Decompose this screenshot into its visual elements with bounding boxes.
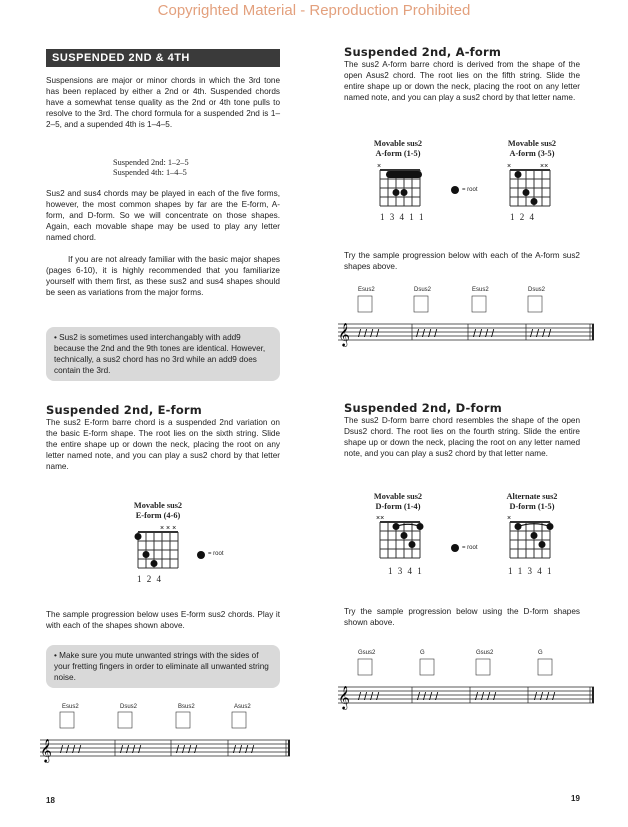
dform-progression-staff	[338, 657, 596, 713]
slash-rhythm: ////	[233, 744, 258, 756]
aform-diagram1-title: Movable sus2 A-form (1-5)	[373, 139, 423, 158]
root-dot-icon	[450, 543, 460, 553]
aform-progression-text: Try the sample progression below with each of the A-form sus2 shapes above.	[344, 251, 580, 271]
dform-diagram2	[502, 512, 562, 564]
aform-heading: Suspended 2nd, A-form	[344, 45, 502, 59]
treble-clef-icon: 𝄞	[338, 324, 350, 346]
chord-label: Dsus2	[414, 287, 432, 293]
dform-diagram2-title: Alternate sus2 D-form (1-5)	[506, 492, 558, 511]
mute-x-marks: × × ×	[160, 525, 177, 532]
aform-diagram2	[502, 160, 562, 210]
chord-label: G	[420, 650, 425, 656]
eform-diagram-title: Movable sus2 E-form (4-6)	[133, 501, 183, 520]
chord-label: Esus2	[358, 287, 375, 293]
eform-progression-text: The sample progression below uses E-form sus2 chords. Play it with each of the shapes shown above.	[46, 610, 280, 630]
eform-progression-staff	[40, 710, 292, 766]
chord-label: Dsus2	[528, 287, 546, 293]
root-dot-icon	[196, 550, 206, 560]
dform-diagram1-title: Movable sus2 D-form (1-4)	[373, 492, 423, 511]
slash-rhythm: ////	[534, 691, 559, 703]
slash-rhythm: ////	[358, 328, 383, 340]
root-legend-label: = root	[208, 551, 224, 557]
aform-paragraph: The sus2 A-form barre chord is derived from the shape of the open Asus2 chord. The root lies on the fifth string. Slide the entire shape up or down the neck, placing the root on any letter named note, and you can play a sus2 chord by that letter name.	[344, 60, 580, 102]
aform-diagram1	[372, 160, 432, 210]
intro-paragraph: Suspensions are major or minor chords in which the 3rd tone has been replaced by either a 2nd or 4th. Suspended chords have a somewhat tense quality as the 2nd or 4th tone pulls to resolve to the 3rd. The chord formula for a suspended 2nd is 1–2–5, and a supended 4th is 1–4–5.	[46, 76, 280, 129]
slash-rhythm: ////	[358, 691, 383, 703]
slash-rhythm: ////	[176, 744, 201, 756]
chord-label: Dsus2	[120, 704, 138, 710]
treble-clef-icon: 𝄞	[338, 687, 350, 709]
dform-diagram1-fingering: 1 3 4 1	[388, 566, 424, 576]
mute-x-marks: ××	[376, 515, 385, 522]
copyright-watermark: Copyrighted Material - Reproduction Prohibited	[157, 2, 471, 19]
slash-rhythm: ////	[417, 691, 442, 703]
mute-x-marks: ××	[540, 163, 549, 170]
aform-diagram1-fingering: 1 3 4 1 1	[380, 212, 425, 222]
chord-label: Esus2	[62, 704, 79, 710]
aform-diagram2-fingering: 1 2 4	[510, 212, 536, 222]
major-shapes-paragraph: If you are not already familiar with the basic major shapes (pages 6-10), it is highly recommended that you familiarize yourself with them first, as these sus2 and sus4 shapes should be seen as variations from the major forms.	[46, 255, 280, 297]
slash-rhythm: ////	[473, 328, 498, 340]
eform-heading: Suspended 2nd, E-form	[46, 403, 202, 417]
mute-x-mark: ×	[377, 163, 382, 170]
aform-progression-staff	[338, 294, 596, 350]
dform-diagram2-fingering: 1 1 3 4 1	[508, 566, 553, 576]
dform-heading: Suspended 2nd, D-form	[344, 401, 502, 415]
forms-paragraph: Sus2 and sus4 chords may be played in each of the five forms, however, the most common shapes by far are the E-form, A-form, and D-form. So we will concentrate on those shapes. Again, each movable shape may be used to play any letter named chord.	[46, 189, 280, 242]
tip-sus2-add9: • Sus2 is sometimes used interchangably with add9 because the 2nd and the 9th tones are identical. However, technically, a sus2 chord has no 3rd while an add9 does contain the 3rd.	[46, 327, 280, 381]
tip-mute-strings: • Make sure you mute unwanted strings with the sides of your fretting fingers in order to eliminate all unwanted string noise.	[46, 645, 280, 688]
page-number-left: 18	[46, 796, 55, 805]
page-number-right: 19	[571, 794, 580, 803]
slash-rhythm: ////	[475, 691, 500, 703]
mute-x-mark: ×	[507, 515, 512, 522]
slash-rhythm: ////	[60, 744, 85, 756]
dform-paragraph: The sus2 D-form barre chord resembles the shape of the open Dsus2 chord. The root lies on the fourth string. Slide the entire shape up or down the neck, placing the root on any letter named note, and you can play a sus2 chord by that letter name.	[344, 416, 580, 458]
eform-chord-diagram	[130, 522, 190, 572]
slash-rhythm: ////	[530, 328, 555, 340]
root-dot-icon	[450, 185, 460, 195]
formula-sus2: Suspended 2nd: 1–2–5	[113, 158, 189, 167]
chord-label: Bsus2	[178, 704, 195, 710]
slash-rhythm: ////	[120, 744, 145, 756]
formula-sus4: Suspended 4th: 1–4–5	[113, 168, 187, 177]
section-header: SUSPENDED 2ND & 4TH	[46, 49, 280, 67]
eform-paragraph: The sus2 E-form barre chord is a suspended 2nd variation on the basic E-form shape. The root lies on the sixth string. Slide the entire shape up or down the neck, placing the root on any letter named note, and you can play a sus2 chord by that letter name.	[46, 418, 280, 471]
slash-rhythm: ////	[416, 328, 441, 340]
aform-diagram2-title: Movable sus2 A-form (3-5)	[507, 139, 557, 158]
mute-x-mark: ×	[507, 163, 512, 170]
dform-diagram1	[372, 512, 432, 564]
chord-label: Asus2	[234, 704, 251, 710]
chord-label: G	[538, 650, 543, 656]
treble-clef-icon: 𝄞	[40, 740, 52, 762]
eform-fingering: 1 2 4	[137, 574, 163, 584]
root-legend-label: = root	[462, 545, 478, 551]
chord-label: Gsus2	[476, 650, 494, 656]
chord-label: Gsus2	[358, 650, 376, 656]
chord-label: Esus2	[472, 287, 489, 293]
dform-progression-text: Try the sample progression below using the D-form shapes shown above.	[344, 607, 580, 627]
root-legend-label: = root	[462, 187, 478, 193]
